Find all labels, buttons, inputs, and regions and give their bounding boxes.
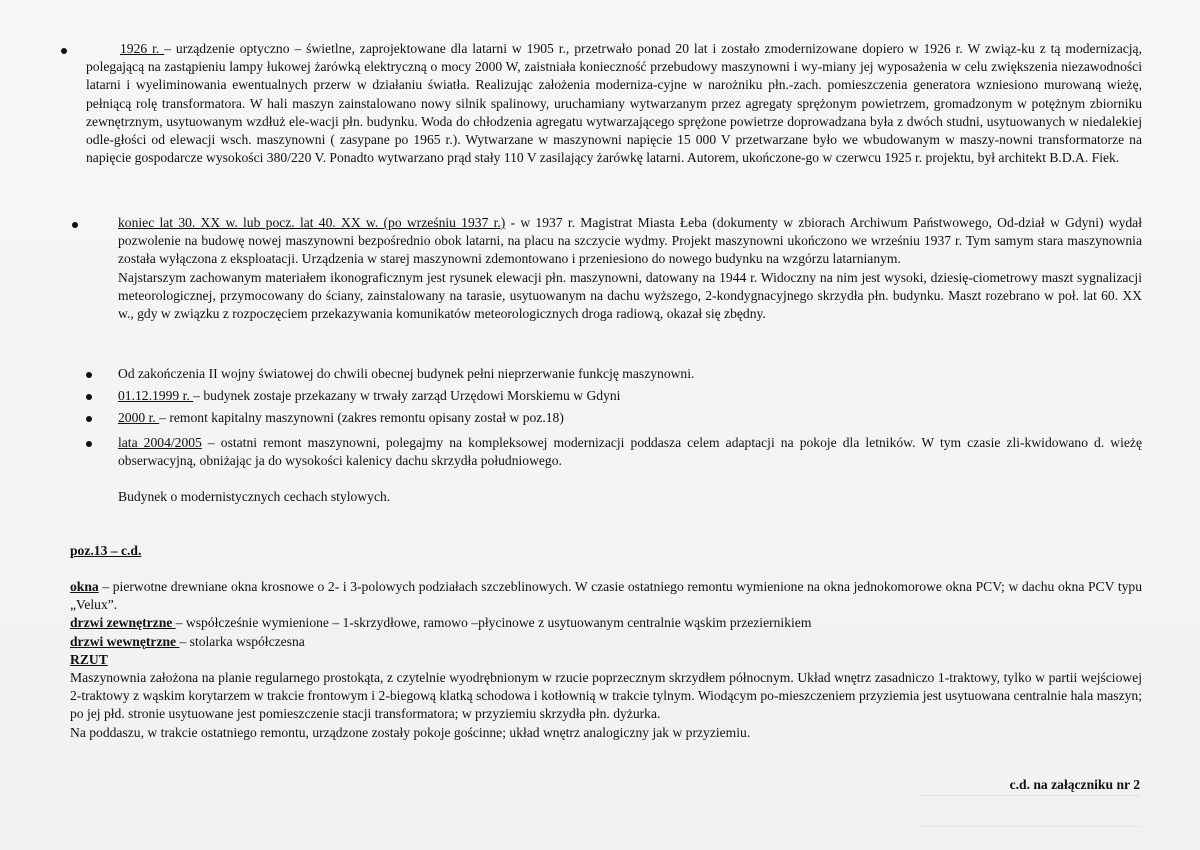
plan-paragraph: Maszynownia założona na planie regularnego prostokąta, z czytelnie wyodrębnionym w rzucie poprzecznym skrzydłem północnym. Układ wnętrz zasadniczo 1-traktowy, tylko w partii wejściowej 2-traktowy z wąskim korytarzem w trakcie frontowym i 2-biegową klatką schodowa i kotłownią w trakcie tylnym. Wiodącym po-mieszczeniem przyziemia jest usytuowana centralnie hala maszyn; po jej płd. stronie usytuowane jest pomieszczenie stacji transformatora; w przyziemiu skrzydła płn. dyżurka. [70,670,1142,722]
item-date: 1926 r. [120,41,165,56]
item-body: Od zakończenia II wojny światowej do chwili obecnej budynek pełni nieprzerwanie funkcję maszynowni. [118,366,695,381]
list-item-text [118,434,1142,470]
plan-heading: RZUT [70,651,108,667]
exterior-doors-text: – współcześnie wymienione – 1-skrzydłowe, ramowo –płycinowe z usytuowanym centralnie wąskim przeziernikiem [175,615,812,631]
continuation-note: c.d. na załączniku nr 2 [1009,777,1140,792]
exterior-doors-paragraph [70,614,1142,632]
exterior-doors-term: drzwi zewnętrzne [70,615,176,631]
windows-paragraph [70,578,1142,614]
interior-doors-paragraph [70,633,1142,651]
details-section [70,578,1142,742]
list-item-text [118,409,1142,427]
interior-doors-text: – stolarka współczesna [179,633,305,649]
item-body: - w 1937 r. Magistrat Miasta Łeba (dokumenty w zbiorach Archiwum Państwowego, Od-dział w Gdyni) wydał pozwolenie na budowę nowej maszynowni bezpośrednio obok latarni, na placu na szczycie wydmy. Projekt maszynowni ukończono we wrześniu 1937 r. Tym samym stara maszynownia została wyłączona z eksploatacji. Urządzenia w starej maszynowni zdemontowano i przeniesiono do nowego budynku na wzgórzu latarnianym. [118,215,1142,267]
bullet-icon [86,441,92,447]
section-heading: poz.13 – c.d. [70,543,142,558]
windows-term: okna [70,579,99,594]
item-extra-paragraph: Najstarszym zachowanym materiałem ikonograficznym jest rysunek elewacji płn. maszynowni, datowany na 1944 r. Widoczny na nim jest wysoki, dziesię-ciometrowy maszt sygnalizacji meteorologicznej, przymocowany do ściany, zainstalowany na tarasie, usytuowanym na dachu wyższego, 2-kondygnacyjnego skrzydła płn. budynku. Maszt rozebrano w poł. lat 60. XX w., gdy w związku z rozpoczęciem przekazywania komunikatów meteorologicznych droga radiową, okazał się zbędny. [118,269,1142,322]
list-item-text [118,387,1142,405]
bullet-icon [86,372,92,378]
bullet-icon [86,416,92,422]
interior-doors-term: drzwi wewnętrzne [70,633,180,649]
list-item-text [118,365,1142,383]
item-body: – urządzenie optyczno – świetlne, zaprojektowane dla latarni w 1905 r., przetrwało ponad 20 lat i zostało zmodernizowane dopiero w 1926 r. W związ-ku z tą modernizacją, polegającą na zastąpieniu lampy łukowej żarówką elektryczną o mocy 2000 W, zaistniała konieczność przebudowy maszynowni i wy-miany jej wyposażenia w celu zwiększenia niezawodności latarni i wyeliminowania ewentualnych przerw w działaniu światła. Realizując założenia moderniza-cyjne w narożniku płn.-zach. pomieszczenia generatora wzniesiono murowaną wieżę, pełniącą rolę transformatora. W hali maszyn zainstalowano nowy silnik spalinowy, uruchamiany wytwarzanym przez agregaty sprężonym powietrzem, gromadzonym w potężnym zbiorniku zewnętrznym, usytuowanym wzdłuż ele-wacji płn. budynku. Woda do chłodzenia agregatu wytwarzającego sprężone powietrze doprowadzana była z dwóch studni, usytuowanych w niedalekiej odle-głości od elewacji wsch. maszynowni ( zasypane po 1965 r.). Wytwarzane w maszynowni napięcie 15 000 V przetwarzane było we wbudowanym w maszy-nowni transformatorze na napięcie gospodarcze wysokości 380/220 V. Ponadto wytwarzano prąd stały 110 V zasilający żarówkę latarni. Autorem, ukończone-go w czerwcu 1925 r. projektu, był architekt B.D.A. Fiek. [86,41,1142,166]
list-item-text [86,40,1142,167]
style-note: Budynek o modernistycznych cechach stylowych. [118,489,391,504]
attic-paragraph: Na poddaszu, w trakcie ostatniego remontu, urządzone zostały pokoje gościnne; układ wnętrz analogiczny jak w przyziemiu. [70,724,751,740]
item-date: lata 2004/2005 [118,435,202,450]
item-date: 2000 r. [118,410,160,425]
item-body: – remont kapitalny maszynowni (zakres remontu opisany został w poz.18) [159,410,564,425]
item-body: – budynek zostaje przekazany w trwały zarząd Urzędowi Morskiemu w Gdyni [193,388,621,403]
item-date: 01.12.1999 r. [118,388,194,403]
bleed-through-shadow [920,795,1140,827]
windows-text: – pierwotne drewniane okna krosnowe o 2- i 3-polowych podziałach szczeblinowych. W czasie ostatniego remontu wymienione na okna jednokomorowe okna PCV; w dachu okna PCV typu „Velux”. [70,579,1142,613]
bullet-icon [86,394,92,400]
bullet-icon [61,48,67,54]
list-item-text [118,214,1142,323]
item-body: – ostatni remont maszynowni, polegajmy na kompleksowej modernizacji poddasza celem adaptacji na pokoje dla letników. W tym czasie zli-kwidowano d. wieżę obserwacyjną, obniżając ja do wysokości kalenicy dachu skrzydła południowego. [118,435,1142,469]
item-date: koniec lat 30. XX w. lub pocz. lat 40. XX w. (po wrześniu 1937 r.) [118,215,506,230]
bullet-icon [72,222,78,228]
